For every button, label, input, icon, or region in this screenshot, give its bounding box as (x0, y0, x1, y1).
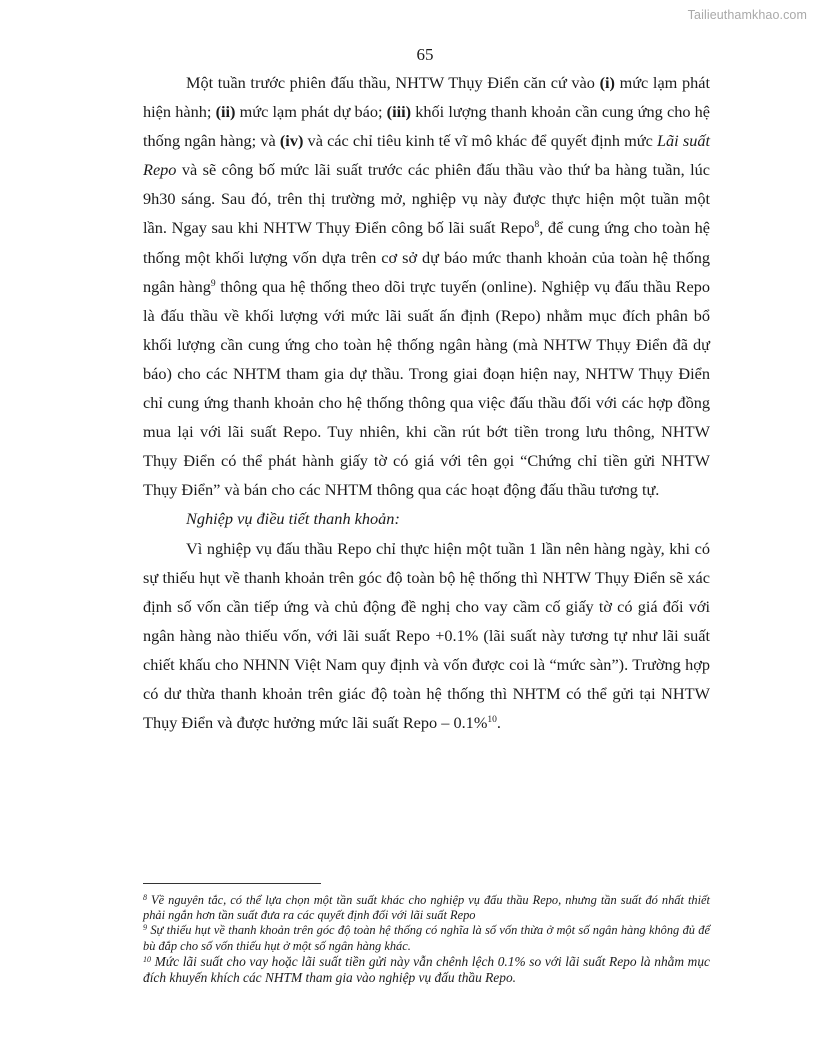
text: mức lạm phát dự báo; (235, 102, 387, 122)
footnote-number: 9 (143, 923, 147, 933)
footnote-10 (143, 954, 710, 987)
text: , để cung ứng cho toàn hệ thống một khối lượng vốn dựa trên cơ sở dự báo mức thanh khoản của toàn hệ thống ngân hàng (143, 218, 710, 296)
footnote-number: 10 (143, 954, 151, 964)
bold-marker: (ii) (215, 102, 236, 122)
footnote-ref-8[interactable]: 8 (534, 220, 540, 231)
italic-term: Lãi suất Repo (143, 131, 710, 180)
text: và các chỉ tiêu kinh tế vĩ mô khác để quyết định mức (303, 131, 657, 151)
footnote-divider (143, 883, 321, 884)
text: . (496, 713, 501, 733)
footnote-number: 8 (143, 893, 147, 902)
bold-marker: (i) (599, 73, 615, 92)
bold-marker: (iv) (279, 131, 304, 151)
watermark: Tailieuthamkhao.com (687, 8, 807, 22)
text: thông qua hệ thống theo dõi trực tuyến (online). Nghiệp vụ đấu thầu Repo là đấu thầu về khối lượng với mức lãi suất ấn định (Repo) nhằm mục đích phân bổ khối lượng cần cung ứng cho toàn hệ thống ngân hàng (mà NHTW Thụy Điển đã dự báo) cho các NHTM tham gia dự thầu. Trong giai đoạn hiện nay, NHTW Thụy Điển chỉ cung ứng thanh khoản cho hệ thống thông qua việc đấu thầu đối với các hợp đồng mua lại với lãi suất Repo. Tuy nhiên, khi cần rút bớt tiền trong lưu thông, NHTW Thụy Điển có thể phát hành giấy tờ có giá với tên gọi “Chứng chỉ tiền gửi NHTW Thụy Điển” và bán cho các NHTM thông qua các hoạt động đấu thầu tương tự. (143, 276, 711, 500)
section-subheading: Nghiệp vụ điều tiết thanh khoản: (186, 509, 400, 529)
paragraph-1 (143, 68, 710, 504)
footnote-ref-9[interactable]: 9 (210, 278, 216, 289)
text: Vì nghiệp vụ đấu thầu Repo chỉ thực hiện một tuần 1 lần nên hàng ngày, khi có sự thiếu hụt về thanh khoản trên góc độ toàn bộ hệ thống thì NHTW Thụy Điển sẽ xác định số vốn cần tiếp ứng và chủ động đề nghị cho vay cầm cố giấy tờ có giá đối với ngân hàng nào thiếu vốn, với lãi suất Repo +0.1% (lãi suất này tương tự như lãi suất chiết khấu cho NHNN Việt Nam quy định và vốn được coi là “mức sàn”). Trường hợp có dư thừa thanh khoản trên giác độ toàn hệ thống thì NHTM có thể gửi tại NHTW Thụy Điển và được hưởng mức lãi suất Repo – 0.1% (143, 538, 710, 733)
page-number: 65 (416, 45, 434, 64)
footnote-ref-10[interactable]: 10 (487, 715, 497, 726)
footnote-9 (143, 923, 710, 953)
text: Một tuần trước phiên đấu thầu, NHTW Thụy Điển căn cứ vào (186, 73, 600, 92)
body-text (143, 68, 710, 737)
text: khối lượng thanh khoản cần cung ứng cho hệ thống ngân hàng; và (143, 102, 711, 151)
text: mức lạm phát hiện hành; (143, 73, 710, 122)
footnote-text: Về nguyên tắc, có thể lựa chọn một tần suất khác cho nghiệp vụ đấu thầu Repo, nhưng tần suất đó nhất thiết phải ngắn hơn tần suất đưa ra các quyết định đối với lãi suất Repo (143, 893, 710, 923)
bold-marker: (iii) (386, 102, 412, 122)
footnotes (143, 893, 710, 987)
text: và sẽ công bố mức lãi suất trước các phiên đấu thầu vào thứ ba hàng tuần, lúc 9h30 sáng. Sau đó, trên thị trường mở, nghiệp vụ này được thực hiện một tuần một lần. Ngay sau khi NHTW Thụy Điển công bố lãi suất Repo (143, 160, 710, 238)
footnote-8 (143, 893, 710, 923)
paragraph-2 (143, 534, 710, 738)
footnote-text: Sự thiếu hụt về thanh khoản trên góc độ toàn hệ thống có nghĩa là số vốn thừa ở một số ngân hàng không đủ để bù đắp cho số vốn thiếu hụt ở một số ngân hàng khác. (143, 923, 710, 953)
footnote-text: Mức lãi suất cho vay hoặc lãi suất tiền gửi này vẫn chênh lệch 0.1% so với lãi suất Repo là nhằm mục đích khuyến khích các NHTM tham gia vào nghiệp vụ đấu thầu Repo. (143, 953, 710, 986)
